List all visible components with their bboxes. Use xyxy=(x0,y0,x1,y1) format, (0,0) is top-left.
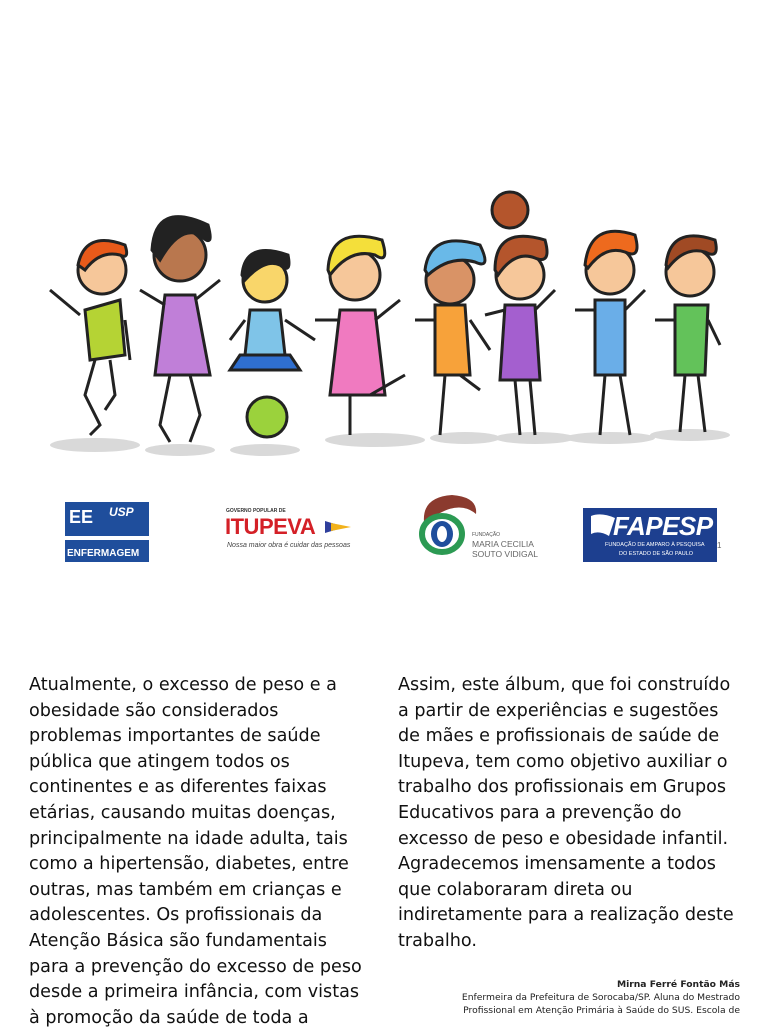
author-line1: Enfermeira da Prefeitura de Sorocaba/SP. Aluna do Mestrado xyxy=(461,992,740,1003)
itupeva-slogan: Nossa maior obra é cuidar das pessoas xyxy=(227,542,351,549)
fapesp-name: FAPESP xyxy=(613,511,713,541)
usp-text: USP xyxy=(109,505,134,519)
album-paragraph: Assim, este álbum, que foi construído a partir de experiências e sugestões de mães e profissionais de saúde de Itupeva, tem como objetivo auxiliar o trabalho dos profissionais em Grupos Educativos para a prevenção do excesso de peso e obesidade infantil. Agradecemos imensamente a todos que colaboraram direta ou indiretamente para a realização deste trabalho. xyxy=(398,675,734,951)
author-block xyxy=(400,978,740,1017)
footnote-mark: 1 xyxy=(717,541,722,550)
kid-8 xyxy=(655,236,720,432)
logos-row xyxy=(0,490,768,570)
fapesp-line1: FUNDAÇÃO DE AMPARO À PESQUISA xyxy=(605,542,705,548)
enfermagem-text: ENFERMAGEM xyxy=(67,548,140,559)
author-name: Mirna Ferré Fontão Más xyxy=(616,979,740,990)
itupeva-small-text: GOVERNO POPULAR DE xyxy=(226,508,286,514)
fmcsv-emblem-icon xyxy=(412,492,478,558)
kid-5 xyxy=(415,241,490,435)
intro-text-right xyxy=(398,673,743,955)
kid-2 xyxy=(140,217,220,442)
fmcsv-logo xyxy=(412,492,547,564)
intro-paragraph: Atualmente, o excesso de peso e a obesidade são considerados problemas importantes de saúde pública que atingem todos os continentes e as diferentes faixas etárias, causando muitas doenças, principalmente na idade adulta, tais como a hipertensão, diabetes, entre outras, mas também em crianças e adolescentes. Os profissionais da Atenção Básica são fundamentais para a prevenção do excesso de peso desde a primeira infância, com vistas à promoção da saúde de toda a xyxy=(29,675,362,1028)
kid-6 xyxy=(485,192,555,435)
kid-1 xyxy=(50,241,130,436)
fmcsv-line3: SOUTO VIDIGAL xyxy=(472,549,538,559)
fapesp-logo xyxy=(583,508,717,562)
fmcsv-line2: MARIA CECILIA xyxy=(472,539,534,549)
children-illustration xyxy=(30,180,730,465)
fapesp-line2: DO ESTADO DE SÃO PAULO xyxy=(619,551,694,557)
ee-usp-logo xyxy=(65,502,149,562)
intro-text-left xyxy=(29,673,369,1031)
fmcsv-line1: FUNDAÇÃO xyxy=(472,532,501,538)
kid-3 xyxy=(230,251,315,438)
itupeva-logo xyxy=(222,508,357,558)
author-line2: Profissional em Atenção Primária à Saúde do SUS. Escola de xyxy=(463,1005,740,1016)
itupeva-name: ITUPEVA xyxy=(225,514,316,539)
kid-4 xyxy=(315,236,405,435)
ee-text: EE xyxy=(69,507,94,527)
kid-7 xyxy=(575,231,645,435)
itupeva-arrow-icon xyxy=(325,518,351,536)
